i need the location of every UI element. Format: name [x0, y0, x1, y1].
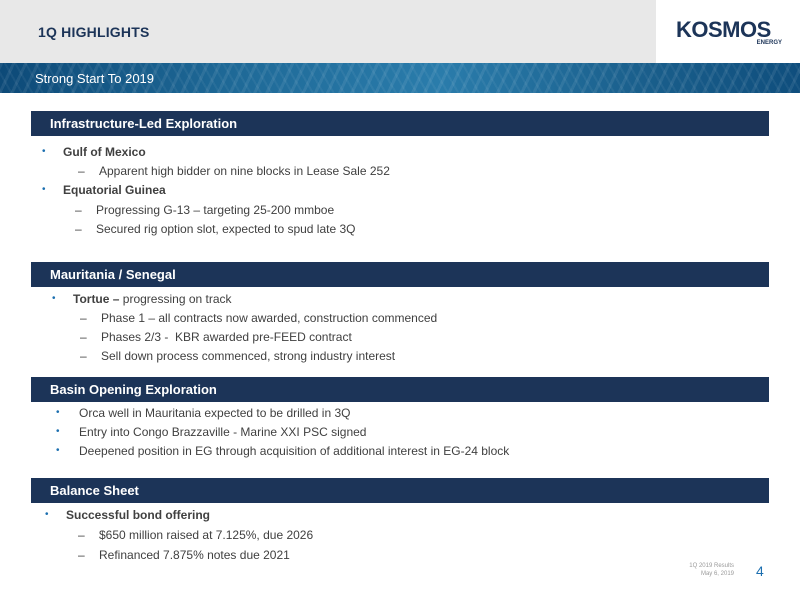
footer-date: May 6, 2019: [700, 571, 734, 577]
bullet-tortue-label: Tortue –: [73, 292, 120, 306]
dash-icon: –: [80, 311, 87, 325]
sub-bullet: Progressing G-13 – targeting 25-200 mmboe: [96, 203, 335, 217]
bullet-bond-offering: Successful bond offering: [66, 508, 211, 522]
slide-subtitle: Strong Start To 2019: [35, 71, 155, 86]
bullet-dot-icon: •: [52, 293, 56, 304]
company-logo: [656, 0, 800, 63]
dash-icon: –: [75, 222, 82, 236]
sub-bullet: $650 million raised at 7.125%, due 2026: [99, 528, 314, 542]
section-header-basin-opening: Basin Opening Exploration: [31, 377, 769, 402]
bullet-dot-icon: •: [45, 509, 49, 520]
section-header-infrastructure: Infrastructure-Led Exploration: [31, 111, 769, 136]
dash-icon: –: [78, 164, 85, 178]
logo-wordmark: KOSMOS: [676, 17, 771, 42]
logo-subtext: ENERGY: [756, 40, 782, 46]
footer-results-label: 1Q 2019 Results: [689, 563, 734, 569]
bullet-dot-icon: •: [56, 445, 60, 456]
sub-bullet: Sell down process commenced, strong industry interest: [101, 349, 396, 363]
bullet-dot-icon: •: [42, 146, 46, 157]
bullet-item: Entry into Congo Brazzaville - Marine XXI PSC signed: [79, 425, 367, 439]
bullet-gulf-of-mexico: Gulf of Mexico: [63, 145, 146, 159]
bullet-equatorial-guinea: Equatorial Guinea: [63, 183, 166, 197]
sub-bullet: Phases 2/3 - KBR awarded pre-FEED contract: [101, 330, 352, 344]
dash-icon: –: [78, 548, 85, 562]
dash-icon: –: [78, 528, 85, 542]
bullet-item: Deepened position in EG through acquisition of additional interest in EG-24 block: [79, 444, 510, 458]
bullet-tortue-rest: progressing on track: [119, 292, 232, 306]
bullet-tortue: [73, 292, 232, 306]
sub-bullet: Secured rig option slot, expected to spud late 3Q: [96, 222, 356, 236]
dash-icon: –: [75, 203, 82, 217]
dash-icon: –: [80, 330, 87, 344]
bullet-item: Orca well in Mauritania expected to be drilled in 3Q: [79, 406, 351, 420]
dash-icon: –: [80, 349, 87, 363]
bullet-dot-icon: •: [42, 184, 46, 195]
sub-bullet: Phase 1 – all contracts now awarded, construction commenced: [101, 311, 438, 325]
section-header-balance-sheet: Balance Sheet: [31, 478, 769, 503]
section-header-mauritania-senegal: Mauritania / Senegal: [31, 262, 769, 287]
page-number: 4: [756, 563, 764, 579]
sub-bullet: Refinanced 7.875% notes due 2021: [99, 548, 290, 562]
sub-bullet: Apparent high bidder on nine blocks in Lease Sale 252: [99, 164, 390, 178]
bullet-dot-icon: •: [56, 407, 60, 418]
subtitle-banner: [0, 63, 800, 93]
bullet-dot-icon: •: [56, 426, 60, 437]
page-title: 1Q HIGHLIGHTS: [38, 24, 150, 40]
